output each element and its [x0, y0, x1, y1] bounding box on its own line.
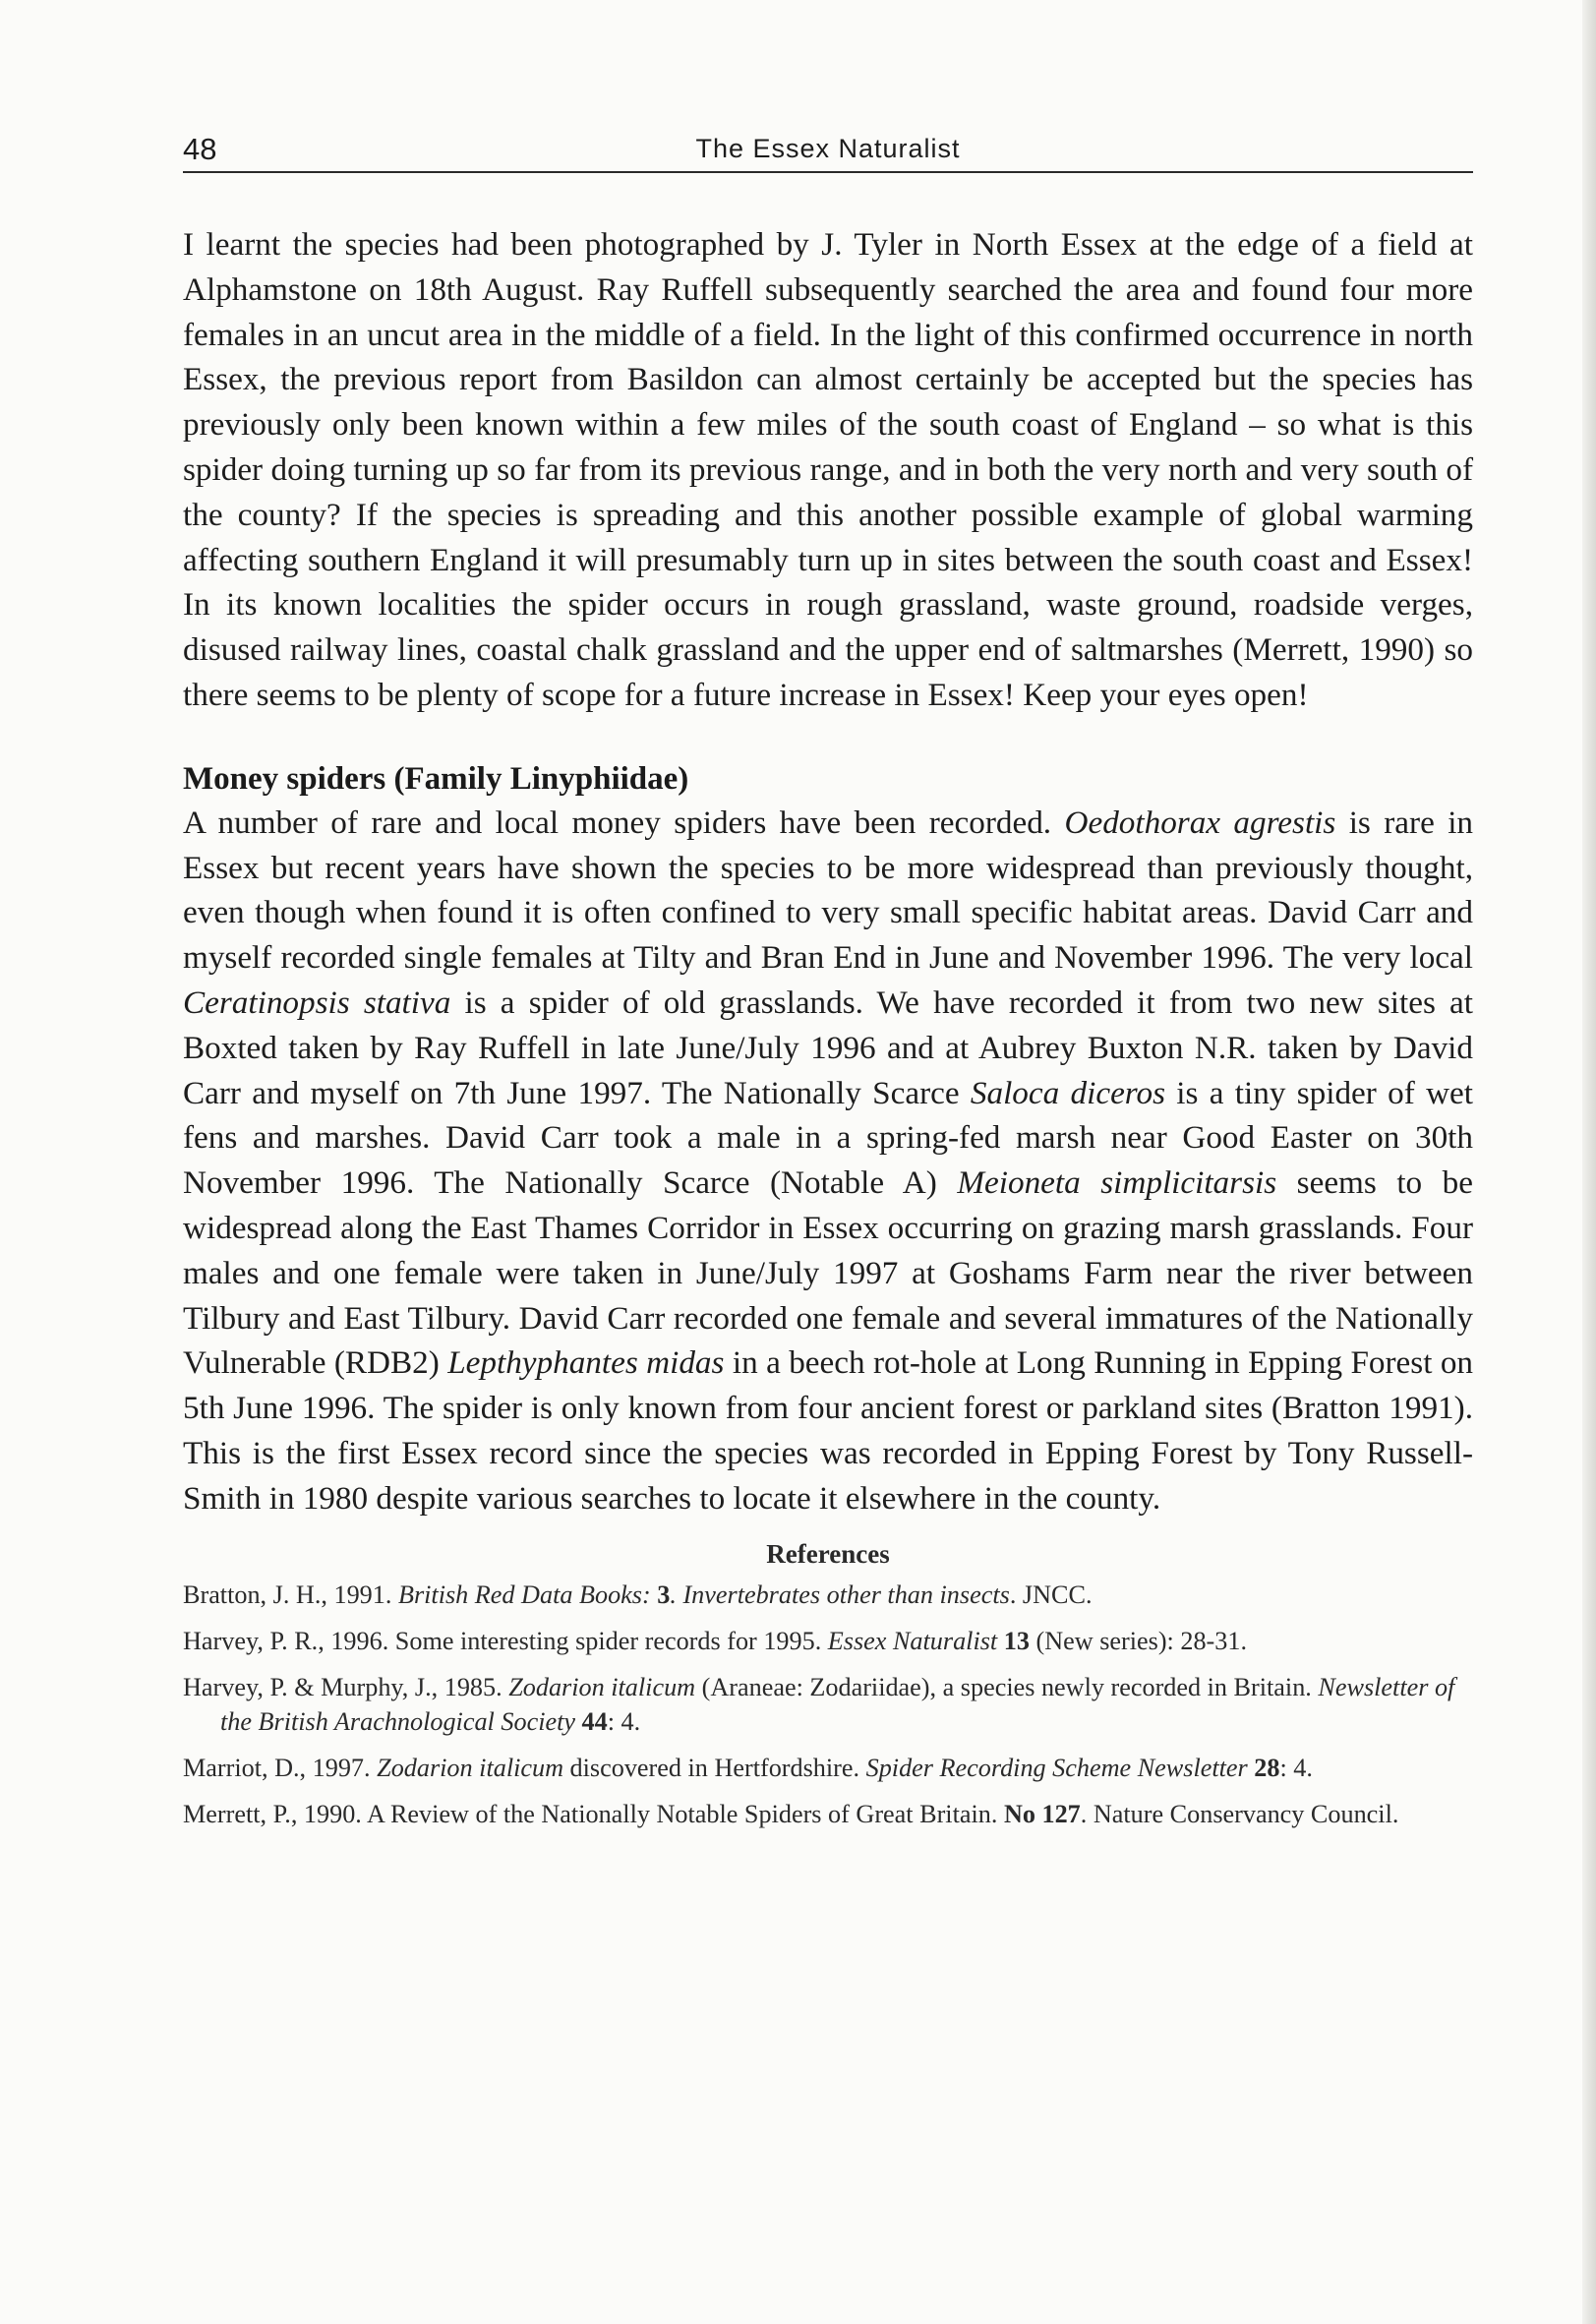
ref-text: (Araneae: Zodariidae), a species newly recorded in Britain.	[695, 1672, 1319, 1701]
article-body	[183, 222, 1473, 1843]
page-number: 48	[183, 132, 217, 166]
body-paragraph-1: I learnt the species had been photographed by J. Tyler in North Essex at the edge of a field at Alphamstone on 18th August. Ray Ruffell subsequently searched the area and found four more females in an uncut area in the middle of a field. In the light of this confirmed occurrence in north Essex, the previous report from Basildon can almost certainly be accepted but the species has previously only been known within a few miles of the south coast of England – so what is this spider doing turning up so far from its previous range, and in both the very north and very south of the county? If the species is spreading and this another possible example of global warming affecting southern England it will presumably turn up in sites between the south coast and Essex! In its known localities the spider occurs in rough grassland, waste ground, roadside verges, disused railway lines, coastal chalk grassland and the upper end of saltmarshes (Merrett, 1990) so there seems to be plenty of scope for a future increase in Essex! Keep your eyes open!	[183, 226, 1473, 713]
ref-text: Harvey, P. R., 1996. Some interesting spider records for 1995.	[183, 1626, 828, 1655]
reference-item	[183, 1624, 1473, 1658]
ref-text: Harvey, P. & Murphy, J., 1985.	[183, 1672, 509, 1701]
ref-text: Merrett, P., 1990. A Review of the Nationally Notable Spiders of Great Britain.	[183, 1799, 1004, 1828]
body-paragraph-2	[183, 801, 1473, 1521]
ref-journal: Spider Recording Scheme Newsletter	[865, 1753, 1248, 1782]
ref-volume: 44	[581, 1706, 608, 1736]
ref-text: : 4.	[1279, 1753, 1313, 1782]
running-head: The Essex Naturalist	[695, 134, 961, 163]
species-name: Lepthyphantes midas	[447, 1344, 725, 1382]
ref-title: . Invertebrates other than insects	[670, 1579, 1010, 1609]
references-heading: References	[766, 1538, 890, 1569]
page-header	[183, 126, 1473, 173]
text-run: is rare in Essex but recent years have shown the species to be more widespread than previously thought, even though when found it is often confined to very small specific habitat areas. David Carr and myself recorded single females at Tilty and Bran End in June and November 1996. The very local	[183, 804, 1474, 977]
ref-text: . JNCC.	[1009, 1579, 1093, 1609]
reference-item	[183, 1670, 1473, 1739]
ref-volume: 28	[1254, 1753, 1280, 1782]
ref-text: Marriot, D., 1997.	[183, 1753, 378, 1782]
text-run: in a beech rot-hole at Long Running in Epping Forest on 5th June 1996. The spider is only known from four ancient forest or parkland sites (Bratton 1991). This is the first Essex record since the species was recorded in Epping Forest by Tony Russell-Smith in 1980 despite various searches to locate it elsewhere in the county.	[183, 1344, 1474, 1517]
ref-text: Bratton, J. H., 1991.	[183, 1579, 398, 1609]
text-run: A number of rare and local money spiders have been recorded.	[183, 804, 1065, 841]
ref-volume: 13	[1003, 1626, 1030, 1655]
species-name: Ceratinopsis stativa	[183, 983, 451, 1021]
text-run: is a tiny spider of wet fens and marshes. David Carr took a male in a spring-fed marsh near Good Easter on 30th November 1996. The Nationally Scarce (Notable A)	[183, 1074, 1473, 1202]
ref-title: British Red Data Books:	[397, 1579, 658, 1609]
text-run: seems to be widespread along the East Thames Corridor in Essex occurring on grazing marsh grasslands. Four males and one female were taken in June/July 1997 at Goshams Farm near the river between Tilbury and East Tilbury. David Carr recorded one female and several immatures of the Nationally Vulnerable (RDB2)	[183, 1164, 1474, 1382]
species-name: Meioneta simplicitarsis	[957, 1164, 1277, 1202]
ref-text: (New series): 28-31.	[1029, 1626, 1248, 1655]
ref-journal: Newsletter of the British Arachnological Society	[220, 1672, 1455, 1736]
ref-text: . Nature Conservancy Council.	[1080, 1799, 1399, 1828]
ref-number: No 127	[1003, 1799, 1081, 1828]
reference-item	[183, 1578, 1473, 1612]
reference-item	[183, 1751, 1473, 1785]
ref-volume: 3	[657, 1579, 671, 1609]
reference-item	[183, 1797, 1473, 1831]
species-name: Zodarion italicum	[377, 1753, 563, 1782]
section-heading: Money spiders (Family Linyphiidae)	[183, 760, 689, 797]
species-name: Saloca diceros	[970, 1074, 1165, 1111]
ref-text: discovered in Hertfordshire.	[563, 1753, 866, 1782]
ref-text: : 4.	[607, 1706, 641, 1736]
species-name: Oedothorax agrestis	[1064, 804, 1336, 841]
text-run: is a spider of old grasslands. We have recorded it from two new sites at Boxted taken by Ray Ruffell in late June/July 1996 and at Aubrey Buxton N.R. taken by David Carr and myself on 7th June 1997. The Nationally Scarce	[183, 983, 1473, 1111]
page-edge-shadow	[1582, 0, 1596, 2324]
species-name: Zodarion italicum	[508, 1672, 696, 1701]
ref-journal: Essex Naturalist	[827, 1626, 998, 1655]
